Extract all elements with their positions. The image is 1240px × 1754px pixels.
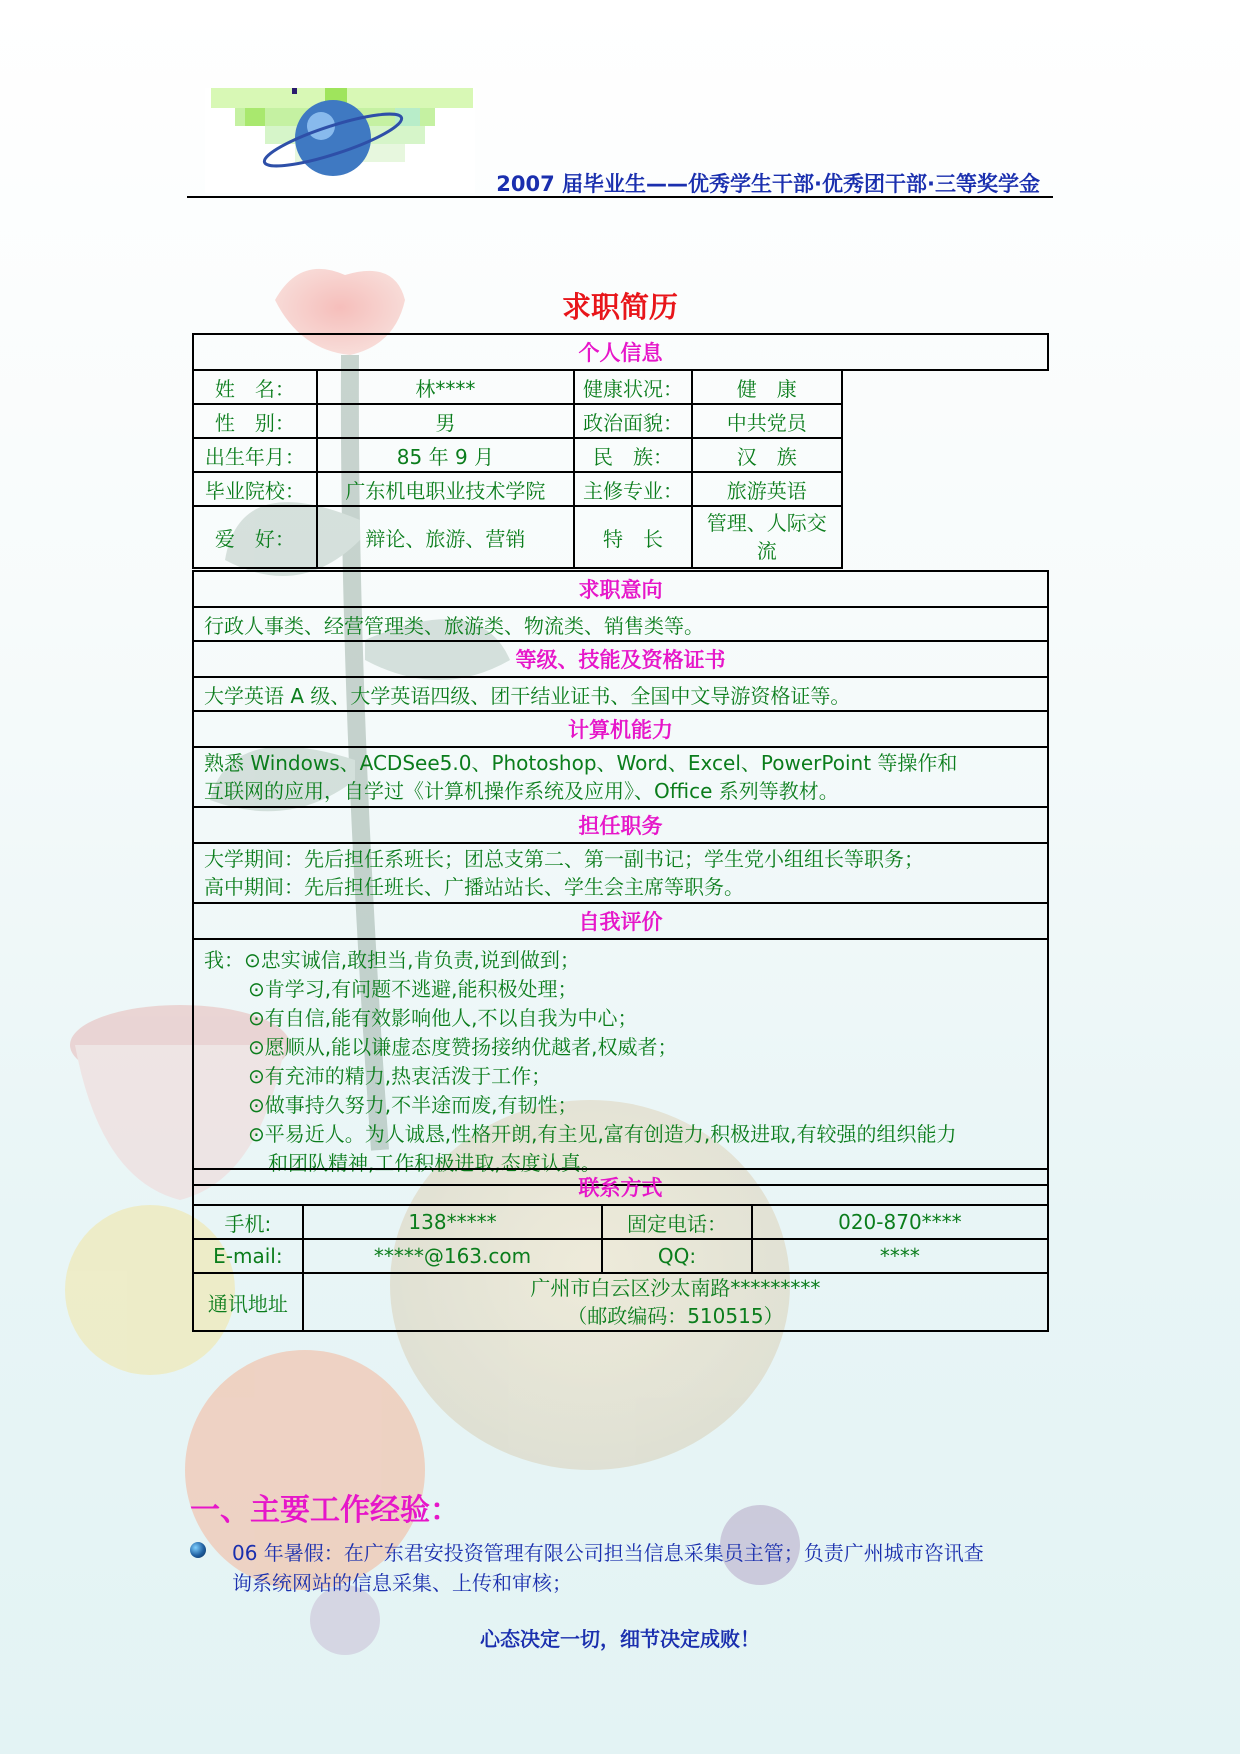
label-mobile: 手机: — [193, 1205, 303, 1239]
value-address — [303, 1273, 1048, 1331]
work-experience-line: 06 年暑假：在广东君安投资管理有限公司担当信息采集员主管；负责广州城市咨讯查 — [232, 1541, 984, 1565]
label-political: 政治面貌： — [574, 404, 692, 438]
intention-text: 行政人事类、经营管理类、旅游类、物流类、销售类等。 — [193, 607, 1048, 641]
label-qq: QQ: — [602, 1239, 752, 1273]
self-eval-line: 和团队精神,工作积极进取,态度认真。 — [268, 1151, 601, 1175]
empty-cell — [842, 370, 1048, 404]
empty-cell — [842, 472, 1048, 506]
self-eval-line: ⊙有自信,能有效影响他人,不以自我为中心； — [248, 1006, 638, 1030]
label-birth: 出生年月： — [193, 438, 317, 472]
label-name: 姓 名： — [193, 370, 317, 404]
section-title-personal: 个人信息 — [193, 334, 1048, 370]
self-eval-line: 我：⊙忠实诚信,敢担当,肯负责,说到做到； — [204, 948, 580, 972]
section-title-intention: 求职意向 — [193, 571, 1048, 607]
motto: 心态决定一切，细节决定成败！ — [480, 1627, 760, 1651]
self-evaluation-text — [193, 939, 1048, 1185]
self-eval-line: ⊙有充沛的精力,热衷活泼于工作； — [248, 1064, 552, 1088]
label-email: E-mail: — [193, 1239, 303, 1273]
self-eval-line: ⊙愿顺从,能以谦虚态度赞扬接纳优越者,权威者； — [248, 1035, 678, 1059]
section-title-contact: 联系方式 — [193, 1169, 1048, 1205]
computer-line: 熟悉 Windows、ACDSee5.0、Photoshop、Word、Excel、PowerPoint 等操作和 — [204, 751, 958, 775]
positions-line: 大学期间：先后担任系班长；团总支第二、第一副书记；学生党小组组长等职务； — [204, 847, 924, 871]
computer-text — [193, 747, 1048, 807]
section-title-self-evaluation: 自我评价 — [193, 903, 1048, 939]
label-address: 通讯地址 — [193, 1273, 303, 1331]
label-major: 主修专业： — [574, 472, 692, 506]
empty-cell — [842, 506, 1048, 568]
value-hobby: 辩论、旅游、营销 — [317, 506, 574, 568]
label-gender: 性 别： — [193, 404, 317, 438]
section-title-certificates: 等级、技能及资格证书 — [193, 641, 1048, 677]
value-email: *****@163.com — [303, 1239, 602, 1273]
value-name: 林**** — [317, 370, 574, 404]
label-school: 毕业院校： — [193, 472, 317, 506]
value-qq: **** — [752, 1239, 1048, 1273]
address-line: 广州市白云区沙太南路********* — [530, 1276, 821, 1300]
label-specialty: 特 长 — [574, 506, 692, 568]
postal-code-line: （邮政编码：510515） — [567, 1304, 784, 1328]
self-eval-line: ⊙做事持久努力,不半途而废,有韧性； — [248, 1093, 578, 1117]
personal-info-table — [192, 333, 1049, 569]
computer-line: 互联网的应用，自学过《计算机操作系统及应用》、Office 系列等教材。 — [204, 779, 839, 803]
page-title: 求职简历 — [561, 290, 678, 324]
section-title-computer: 计算机能力 — [193, 711, 1048, 747]
value-school: 广东机电职业技术学院 — [317, 472, 574, 506]
positions-line: 高中期间：先后担任班长、广播站站长、学生会主席等职务。 — [204, 875, 744, 899]
value-phone: 020-870**** — [752, 1205, 1048, 1239]
label-health: 健康状况： — [574, 370, 692, 404]
value-specialty: 管理、人际交流 — [692, 506, 842, 568]
empty-cell — [842, 404, 1048, 438]
header-logo — [205, 88, 475, 193]
work-experience-heading: 一、主要工作经验： — [190, 1493, 460, 1528]
bullet-icon — [190, 1542, 206, 1558]
self-eval-line: ⊙平易近人。为人诚恳,性格开朗,有主见,富有创造力,积极进取,有较强的组织能力 — [248, 1122, 957, 1146]
work-experience-line: 询系统网站的信息采集、上传和审核； — [232, 1571, 572, 1595]
resume-sections-table — [192, 570, 1049, 1186]
value-gender: 男 — [317, 404, 574, 438]
value-birth: 85 年 9 月 — [317, 438, 574, 472]
contact-table — [192, 1168, 1049, 1332]
header-title: 2007 届毕业生——优秀学生干部·优秀团干部·三等奖学金 — [496, 172, 1040, 196]
positions-text — [193, 843, 1048, 903]
value-health: 健 康 — [692, 370, 842, 404]
label-phone: 固定电话： — [602, 1205, 752, 1239]
empty-cell — [842, 438, 1048, 472]
header-divider — [187, 196, 1053, 198]
label-ethnicity: 民 族： — [574, 438, 692, 472]
certificates-text: 大学英语 A 级、大学英语四级、团干结业证书、全国中文导游资格证等。 — [193, 677, 1048, 711]
work-experience-item — [190, 1538, 1060, 1598]
section-title-positions: 担任职务 — [193, 807, 1048, 843]
value-mobile: 138***** — [303, 1205, 602, 1239]
value-major: 旅游英语 — [692, 472, 842, 506]
label-hobby: 爱 好： — [193, 506, 317, 568]
value-ethnicity: 汉 族 — [692, 438, 842, 472]
self-eval-line: ⊙肯学习,有问题不逃避,能积极处理； — [248, 977, 578, 1001]
value-political: 中共党员 — [692, 404, 842, 438]
